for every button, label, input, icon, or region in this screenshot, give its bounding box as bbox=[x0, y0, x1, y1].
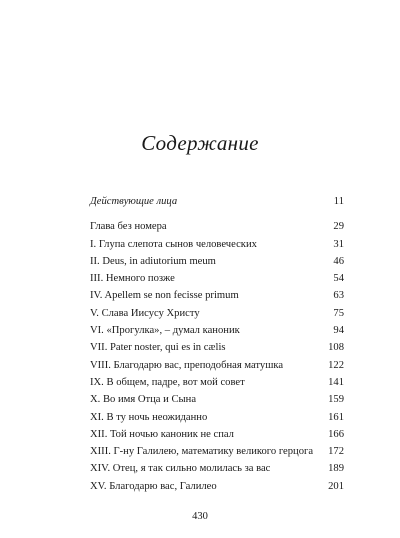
toc-entry bbox=[90, 305, 344, 322]
toc-entry-label: IV. Apellem se non fecisse primum bbox=[90, 290, 239, 302]
toc-entry-label: VII. Pater noster, qui es in cælis bbox=[90, 342, 226, 354]
toc-entry bbox=[90, 443, 344, 460]
toc-entry-page: 108 bbox=[328, 342, 344, 354]
toc-entry bbox=[90, 374, 344, 391]
toc-entry-page: 166 bbox=[328, 428, 344, 440]
table-of-contents bbox=[90, 193, 344, 495]
toc-entry-label: III. Немного позже bbox=[90, 273, 175, 285]
toc-entry bbox=[90, 478, 344, 495]
toc-entry-label: XIV. Отец, я так сильно молилась за вас bbox=[90, 463, 271, 475]
toc-entry-page: 31 bbox=[333, 238, 344, 250]
page-title: Содержание bbox=[141, 131, 259, 155]
toc-entry-label: Глава без номера bbox=[90, 221, 167, 233]
toc-entry-label: Действующие лица bbox=[90, 196, 178, 207]
toc-entry-page: 189 bbox=[328, 463, 344, 475]
toc-entry-page: 63 bbox=[333, 290, 344, 302]
toc-entry bbox=[90, 287, 344, 304]
toc-entry-page: 141 bbox=[328, 376, 344, 388]
toc-entry bbox=[90, 270, 344, 287]
toc-entry-page: 172 bbox=[328, 446, 344, 458]
toc-entry-page: 46 bbox=[333, 255, 344, 267]
toc-entry bbox=[90, 236, 344, 253]
toc-entry-label: XII. Той ночью каноник не спал bbox=[90, 428, 234, 440]
toc-entry bbox=[90, 218, 344, 235]
toc-entry-page: 11 bbox=[333, 196, 344, 207]
toc-entry-label: X. Во имя Отца и Сына bbox=[90, 394, 197, 406]
toc-entry-page: 122 bbox=[328, 359, 344, 371]
toc-entry bbox=[90, 357, 344, 374]
toc-entry-label: VI. «Прогулка», – думал каноник bbox=[90, 325, 240, 337]
page-number: 430 bbox=[192, 511, 208, 522]
toc-entry bbox=[90, 391, 344, 408]
toc-entry-label: XIII. Г-ну Галилею, математику великого герцога bbox=[90, 446, 314, 458]
toc-entry-page: 29 bbox=[333, 221, 344, 233]
toc-entry-page: 159 bbox=[328, 394, 344, 406]
toc-entry-label: V. Слава Иисусу Христу bbox=[90, 307, 200, 319]
toc-entry-label: VIII. Благодарю вас, преподобная матушка bbox=[90, 359, 284, 371]
toc-entry-label: XI. В ту ночь неожиданно bbox=[90, 411, 208, 423]
toc-entry bbox=[90, 409, 344, 426]
toc-entry bbox=[90, 460, 344, 477]
toc-entry-label: XV. Благодарю вас, Галилео bbox=[90, 480, 217, 492]
toc-entry bbox=[90, 193, 344, 210]
toc-entry-page: 201 bbox=[328, 480, 344, 492]
toc-entry bbox=[90, 322, 344, 339]
toc-entry-label: IX. В общем, падре, вот мой совет bbox=[90, 376, 245, 388]
toc-entry-page: 54 bbox=[333, 273, 344, 285]
toc-entry bbox=[90, 426, 344, 443]
toc-entry-page: 75 bbox=[333, 307, 344, 319]
toc-entry bbox=[90, 253, 344, 270]
toc-entry bbox=[90, 339, 344, 356]
toc-entry-label: II. Deus, in adiutorium meum bbox=[90, 255, 216, 267]
toc-entry-page: 94 bbox=[333, 325, 344, 337]
toc-entry-label: I. Глупа слепота сынов человеческих bbox=[90, 238, 257, 250]
toc-entry-page: 161 bbox=[328, 411, 344, 423]
